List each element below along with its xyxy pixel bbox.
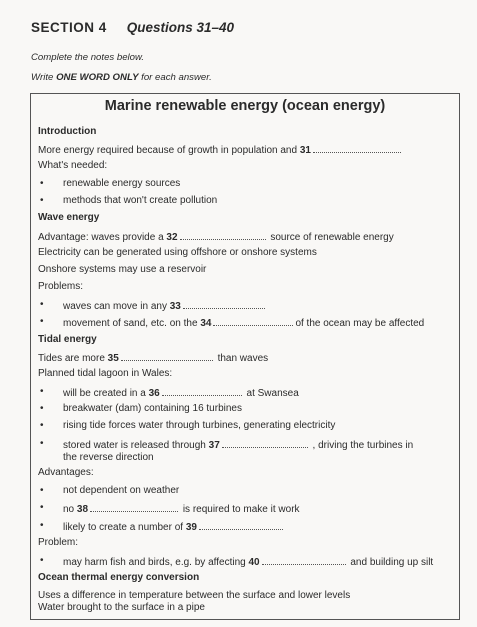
question-number-34: 34 (200, 318, 212, 329)
introduction-heading: Introduction (38, 126, 97, 137)
intro-whats-needed: What's needed: (38, 160, 108, 171)
list-item (40, 502, 300, 516)
bullet-suffix: of the ocean may be affected (295, 318, 425, 329)
tidal-energy-heading: Tidal energy (38, 334, 97, 345)
bullet-text-39 (63, 520, 285, 534)
bullet-prefix: no (63, 504, 75, 515)
bullet-continuation: the reverse direction (63, 452, 154, 463)
answer-blank-36[interactable] (162, 386, 242, 396)
bullet-icon: • (40, 438, 44, 449)
bullet-icon: • (40, 420, 44, 431)
bullet-prefix: movement of sand, etc. on the (63, 318, 198, 329)
ocean-thermal-heading: Ocean thermal energy conversion (38, 572, 200, 583)
bullet-icon: • (40, 555, 44, 566)
bullet-icon: • (40, 178, 44, 189)
answer-blank-34[interactable] (213, 316, 293, 326)
instruction-suffix: for each answer. (138, 72, 212, 83)
wave-energy-heading: Wave energy (38, 212, 100, 223)
bullet-text: renewable energy sources (63, 178, 181, 189)
question-number-39: 39 (185, 522, 197, 533)
section-label: SECTION 4 (31, 20, 107, 35)
bullet-text: not dependent on weather (63, 485, 180, 496)
instruction-bold: ONE WORD ONLY (56, 72, 139, 83)
bullet-text: rising tide forces water through turbines, generating electricity (63, 420, 336, 431)
question-number-32: 32 (166, 232, 178, 243)
bullet-text-36 (63, 386, 299, 400)
bullet-icon: • (40, 299, 44, 310)
bullet-suffix: , driving the turbines in (312, 440, 414, 451)
list-item (40, 386, 299, 400)
notes-title: Marine renewable energy (ocean energy) (104, 98, 386, 114)
instruction-word-limit (31, 72, 212, 83)
bullet-prefix: will be created in a (63, 388, 146, 399)
question-number-33: 33 (169, 301, 181, 312)
list-item (40, 178, 180, 190)
bullet-icon: • (40, 403, 44, 414)
section-heading (31, 20, 234, 35)
bullet-prefix: may harm fish and birds, e.g. by affecting (63, 557, 246, 568)
answer-blank-38[interactable] (90, 502, 178, 512)
bullet-prefix: likely to create a number of (63, 522, 184, 533)
list-item (40, 195, 217, 207)
bullet-icon: • (40, 485, 44, 496)
bullet-suffix: and building up silt (350, 557, 434, 568)
bullet-suffix: at Swansea (246, 388, 299, 399)
notes-box (30, 93, 460, 620)
answer-blank-39[interactable] (199, 520, 283, 530)
list-item (40, 520, 285, 534)
tidal-line-suffix: than waves (217, 353, 269, 364)
question-number-37: 37 (208, 440, 220, 451)
list-item (40, 299, 267, 313)
wave-problems-label: Problems: (38, 281, 84, 292)
bullet-icon: • (40, 502, 44, 513)
tidal-line-35 (38, 351, 268, 365)
instruction-prefix: Write (31, 72, 57, 83)
bullet-prefix: waves can move in any (63, 301, 167, 312)
tidal-lagoon-line: Planned tidal lagoon in Wales: (38, 368, 173, 379)
wave-adv-prefix: Advantage: waves provide a (38, 232, 164, 243)
list-item (40, 485, 179, 497)
question-number-31: 31 (299, 145, 311, 156)
answer-blank-40[interactable] (262, 555, 346, 565)
bullet-text-34 (63, 316, 424, 330)
question-number-35: 35 (107, 353, 119, 364)
question-number-36: 36 (148, 388, 160, 399)
answer-blank-37[interactable] (222, 438, 308, 448)
answer-blank-31[interactable] (313, 143, 401, 153)
list-item (40, 316, 424, 330)
list-item (40, 555, 433, 569)
bullet-icon: • (40, 386, 44, 397)
intro-line-31 (38, 143, 403, 157)
thermal-line-2: Water brought to the surface in a pipe (38, 602, 205, 613)
bullet-icon: • (40, 195, 44, 206)
bullet-text-33 (63, 299, 267, 313)
instruction-complete-notes: Complete the notes below. (31, 52, 145, 63)
tidal-advantages-label: Advantages: (38, 467, 94, 478)
bullet-text-37 (63, 438, 413, 464)
bullet-text-40 (63, 555, 433, 569)
bullet-prefix: stored water is released through (63, 440, 206, 451)
bullet-text: breakwater (dam) containing 16 turbines (63, 403, 242, 414)
tidal-line-prefix: Tides are more (38, 353, 105, 364)
bullet-text-38 (63, 502, 300, 516)
bullet-icon: • (40, 520, 44, 531)
intro-line-text: More energy required because of growth in population and (38, 145, 298, 156)
bullet-text: methods that won't create pollution (63, 195, 218, 206)
list-item (40, 438, 413, 464)
questions-range: Questions 31–40 (126, 20, 235, 35)
list-item (40, 403, 242, 415)
answer-blank-33[interactable] (183, 299, 265, 309)
wave-adv-suffix: source of renewable energy (270, 232, 394, 243)
bullet-icon: • (40, 316, 44, 327)
answer-blank-32[interactable] (180, 230, 266, 240)
question-number-38: 38 (76, 504, 89, 515)
bullet-suffix: is required to make it work (182, 504, 300, 515)
list-item (40, 420, 335, 432)
wave-onshore-line: Onshore systems may use a reservoir (38, 264, 207, 275)
tidal-problem-label: Problem: (38, 537, 79, 548)
wave-advantage-line (38, 230, 394, 244)
question-number-40: 40 (248, 557, 260, 568)
answer-blank-35[interactable] (121, 351, 213, 361)
thermal-line-1: Uses a difference in temperature between the surface and lower levels (38, 590, 351, 601)
wave-electricity-line: Electricity can be generated using offshore or onshore systems (38, 247, 317, 258)
